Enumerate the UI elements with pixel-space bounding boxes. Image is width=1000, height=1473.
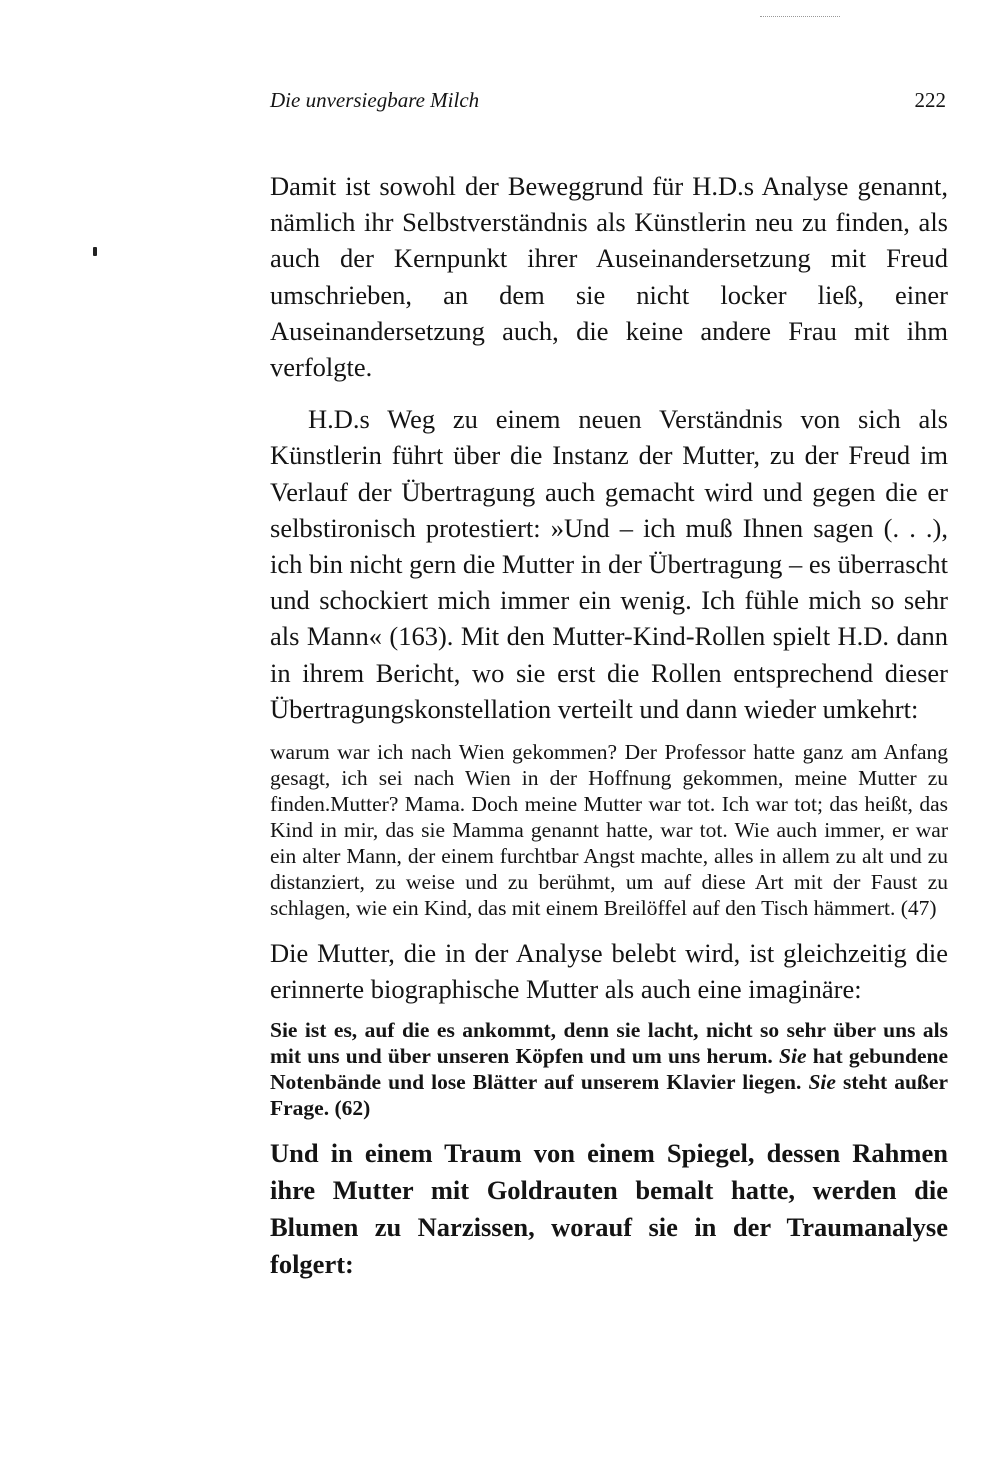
quote-2-part-3: steht außer Frage. (62) (270, 1070, 949, 1121)
body-text (270, 168, 948, 1283)
quote-2-sie-1: Sie (779, 1044, 807, 1069)
block-quote-2 (270, 1017, 948, 1121)
margin-mark (93, 247, 97, 256)
paragraph-4: Und in einem Traum von einem Spiegel, dessen Rahmen ihre Mutter mit Goldrauten bemalt hatte, werden die Blumen zu Narzissen, worauf sie in der Traumanalyse folgert: (270, 1138, 948, 1280)
page-number: 222 (914, 88, 946, 112)
quote-2-part-2: hat gebundene Notenbände und lose Blätter auf unserem Klavier liegen. (270, 1044, 948, 1095)
running-title: Die unversiegbare Milch (270, 88, 480, 112)
block-quote-1: warum war ich nach Wien gekommen? Der Professor hatte ganz am Anfang gesagt, ich sei nach Wien in der Hoffnung gekommen, meine Mutter zu finden.Mutter? Mama. Doch meine Mutter war tot. Ich war tot; das heißt, das Kind in mir, das sie Mamma genannt hatte, war tot. Wie auch immer, er war ein alter Mann, der einem furchtbar Angst machte, alles in allem zu alt und zu distanziert, zu weise und zu berühmt, um auf diese Art mit der Faust zu schlagen, wie ein Kind, das mit einem Breilöffel auf den Tisch hämmert. (47) (270, 740, 948, 921)
paragraph-1: Damit ist sowohl der Beweggrund für H.D.s Analyse genannt, nämlich ihr Selbstverständnis als Künstlerin neu zu finden, als auch der Kernpunkt ihrer Auseinandersetzung mit Freud umschrieben, an dem sie nicht locker ließ, einer Auseinandersetzung auch, die keine andere Frau mit ihm verfolgte. (270, 171, 948, 383)
paragraph-3: Die Mutter, die in der Analyse belebt wird, ist gleichzeitig die erinnerte biographische Mutter als auch eine imaginäre: (270, 938, 948, 1005)
quote-2-part-1: Sie ist es, auf die es ankommt, denn sie lacht, nicht so sehr über uns als mit uns und über unseren Köpfen und um uns herum. (270, 1018, 948, 1069)
quote-2-sie-2: Sie (808, 1070, 836, 1095)
paragraph-2: H.D.s Weg zu einem neuen Verständnis von sich als Künstlerin führt über die Instanz der Mutter, zu der Freud im Verlauf der Übertragung auch gemacht wird und gegen die er selbstironisch protestiert: »Und – ich muß Ihnen sagen (. . .), ich bin nicht gern die Mutter in der Übertragung – es überrascht und schockiert mich immer ein wenig. Ich fühle mich so sehr als Mann« (163). Mit den Mutter-Kind-Rollen spielt H.D. dann in ihrem Bericht, wo sie erst die Rollen entsprechend dieser Übertragungskonstellation verteilt und dann wieder umkehrt: (270, 404, 948, 724)
scan-artifact (760, 16, 840, 18)
